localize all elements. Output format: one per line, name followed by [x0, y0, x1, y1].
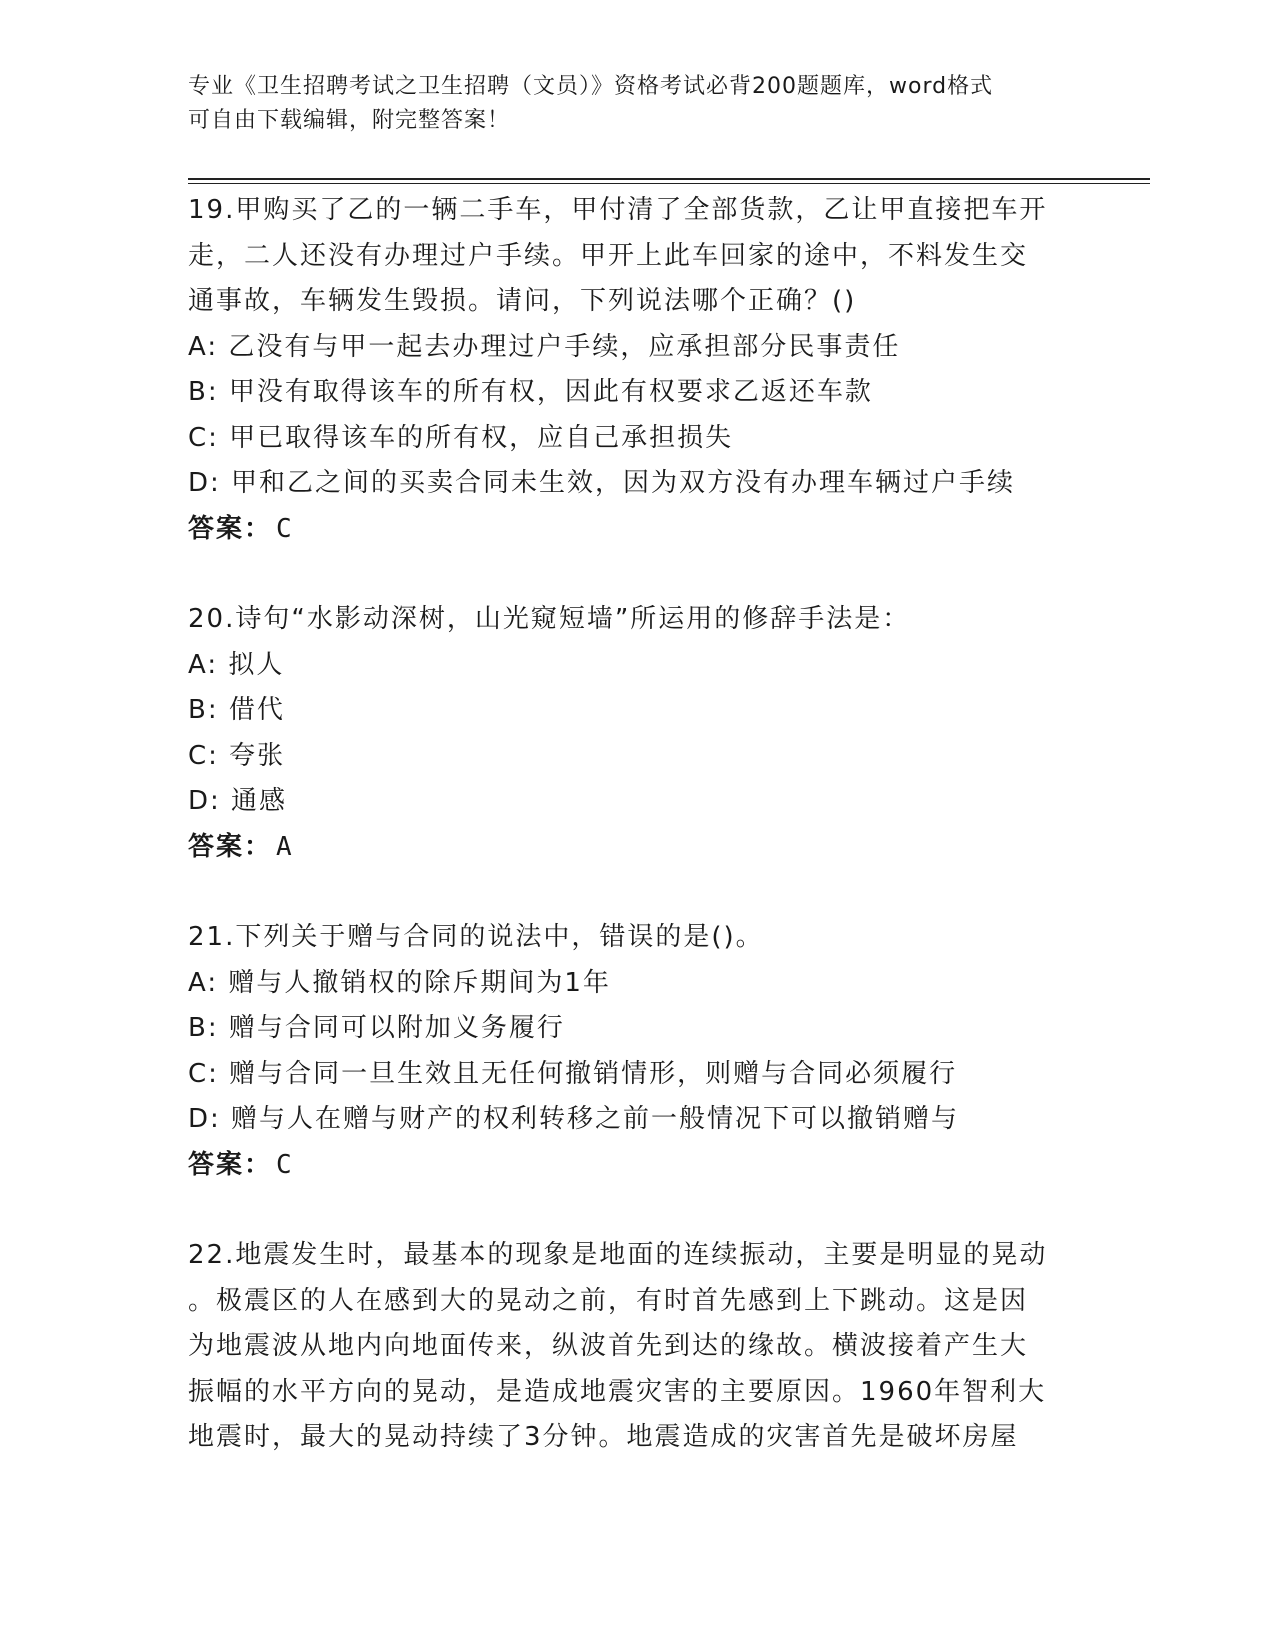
question-stem-line: 为地震波从地内向地面传来，纵波首先到达的缘故。横波接着产生大: [188, 1331, 1029, 1361]
option-d: D: 通感: [188, 786, 288, 816]
question-stem-line: 22.地震发生时，最基本的现象是地面的连续振动，主要是明显的晃动: [188, 1240, 1048, 1270]
option-d: D: 赠与人在赠与财产的权利转移之前一般情况下可以撤销赠与: [188, 1104, 960, 1134]
option-b: B: 借代: [188, 695, 285, 725]
header-line-1: 专业《卫生招聘考试之卫生招聘（文员）》资格考试必背200题题库，word格式: [188, 74, 994, 99]
header-line-2: 可自由下载编辑，附完整答案！: [188, 108, 511, 133]
question-stem-line: 20.诗句“水影动深树，山光窥短墙”所运用的修辞手法是：: [188, 604, 911, 634]
question-stem-line: 19.甲购买了乙的一辆二手车，甲付清了全部货款，乙让甲直接把车开: [188, 195, 1048, 225]
option-b: B: 赠与合同可以附加义务履行: [188, 1013, 565, 1043]
question-20: [188, 597, 1088, 870]
question-stem-line: 地震时，最大的晃动持续了3分钟。地震造成的灾害首先是破坏房屋: [188, 1422, 1019, 1452]
document-header: [188, 70, 1088, 138]
question-stem-line: 振幅的水平方向的晃动，是造成地震灾害的主要原因。1960年智利大: [188, 1376, 1047, 1407]
option-a: A: 拟人: [188, 649, 285, 680]
answer: [188, 825, 1088, 871]
answer-value: A: [276, 831, 294, 862]
option-c: C: 甲已取得该车的所有权，应自己承担损失: [188, 422, 734, 453]
answer-label: 答案：: [188, 831, 273, 862]
answer-label: 答案：: [188, 1149, 273, 1180]
option-a: A: 赠与人撤销权的除斥期间为1年: [188, 967, 611, 998]
option-c: C: 赠与合同一旦生效且无任何撤销情形，则赠与合同必须履行: [188, 1058, 958, 1089]
question-19: [188, 188, 1088, 552]
question-list: [188, 188, 1088, 1506]
option-b: B: 甲没有取得该车的所有权，因此有权要求乙返还车款: [188, 377, 873, 407]
question-stem-line: 走，二人还没有办理过户手续。甲开上此车回家的途中，不料发生交: [188, 240, 1029, 271]
question-stem-line: 21.下列关于赠与合同的说法中，错误的是()。: [188, 922, 764, 952]
answer-value: C: [276, 513, 294, 544]
question-stem-line: 。极震区的人在感到大的晃动之前，有时首先感到上下跳动。这是因: [188, 1285, 1029, 1316]
option-a: A: 乙没有与甲一起去办理过户手续，应承担部分民事责任: [188, 331, 901, 362]
option-d: D: 甲和乙之间的买卖合同未生效，因为双方没有办理车辆过户手续: [188, 468, 1016, 498]
answer-value: C: [276, 1149, 294, 1180]
answer-label: 答案：: [188, 513, 273, 544]
question-21: [188, 915, 1088, 1188]
question-22: [188, 1233, 1088, 1461]
answer: [188, 507, 1088, 553]
header-divider: [188, 178, 1150, 184]
question-stem-line: 通事故，车辆发生毁损。请问，下列说法哪个正确？(): [188, 286, 857, 316]
option-c: C: 夸张: [188, 740, 286, 771]
answer: [188, 1143, 1088, 1189]
